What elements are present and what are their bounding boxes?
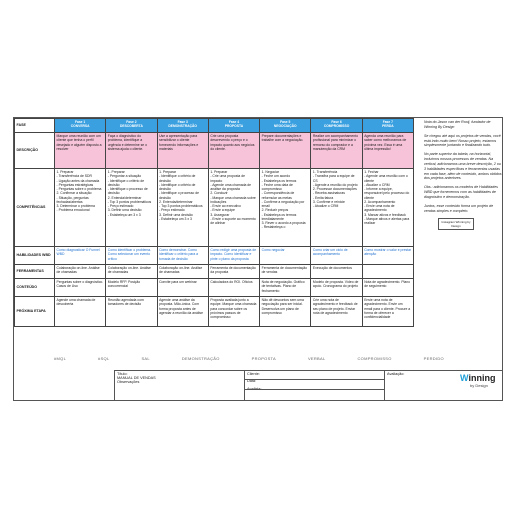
competency-item: - Identifique o critério de decisão: [107, 178, 145, 187]
competencias-cell-3: [157, 169, 208, 247]
competency-item: 1. Preparar: [107, 170, 125, 174]
competency-item: - Atualize o CRM: [312, 204, 339, 208]
habilidades-cell-5: Como negociar: [260, 247, 311, 265]
proxima-etapa-cell-6: Crie uma nota de agradecimento e feedback de seu plano de projeto. Enviar nota de agradecimento: [311, 297, 362, 327]
competency-item: - Transfira para a equipe de CS: [312, 174, 355, 183]
competency-item: 2. Confirmar a situação: [56, 191, 92, 196]
proxima-etapa-cell-7: Envie uma nota de agradecimento. Envie um email para o cliente. Procure a forma de oferecer a confidencialidade: [362, 297, 413, 327]
row-header-descricao: DESCRIÇÃO: [15, 133, 55, 169]
competency-item: 3. Confirme e reinicie: [312, 199, 345, 204]
competency-item: 2. Reduzir preços: [261, 208, 289, 213]
row-header-proxima-etapa: PRÓXIMA ETAPA: [15, 297, 55, 327]
winning-by-design-logo: [460, 373, 498, 397]
competencias-cell-5: [260, 169, 311, 247]
logo-sub: by Design: [470, 383, 488, 388]
habilidades-cell-6: Como criar um ciclo de acompanhamento: [311, 247, 362, 265]
competency-item: - Feche uma data de compromisso: [261, 182, 293, 191]
footer-form: [114, 370, 502, 400]
competency-item: - Estabeleça um 3 x 3: [159, 216, 192, 221]
row-habilidades: [15, 247, 414, 265]
competency-item: 2. Acompanhamento: [364, 199, 396, 204]
conteudo-cell-7: Nota de agradecimento. Plano de seguimento: [362, 279, 413, 297]
competency-item: - Agende a reunião do projeto: [312, 182, 358, 187]
competency-item: - Informe a equipe, responsável pelo processo do cliente: [364, 187, 410, 200]
competency-item: - Correspondência de reformular as metas: [261, 191, 295, 200]
competency-item: 2. Processar documentações: [312, 187, 357, 191]
competency-item: 1. Preparar: [159, 170, 177, 174]
competency-item: - Identifique o critério de decisão: [159, 174, 196, 183]
row-header-conteudo: CONTEÚDO: [15, 279, 55, 297]
side-notes: [424, 120, 502, 230]
competency-item: - Emita fatura: [312, 195, 334, 200]
stage-bar-item: #SQL: [98, 356, 110, 361]
competency-item: - Estabeleça um 3 x 3: [107, 212, 141, 217]
habilidades-cell-7: Como mostrar o valor e prestar atenção: [362, 247, 413, 265]
competency-item: - Ligação antes da chamada: [56, 178, 100, 183]
ferramentas-cell-1: Colaboração on-line. Análise de chamadas: [55, 265, 106, 279]
competency-item: - Top 3 pontos problemáticos: [159, 204, 203, 208]
competency-item: - Top 3 pontos problemáticos: [107, 199, 152, 204]
stage-header-6: [311, 119, 362, 133]
competency-item: - Preço estimado: [107, 204, 134, 208]
stage-name: NEGOCIAÇÃO: [273, 124, 297, 129]
competency-item: 3. Rever o acordo a proposta: [261, 221, 306, 225]
competency-item: - Feche um acordo: [261, 174, 291, 179]
proxima-etapa-cell-3: Agende uma análise da proposta. Mão-única. Com forma proposta antes de agendar a reunião da análise: [157, 297, 208, 327]
descricao-cell-1: Marque uma reunião com um cliente que tenha o perfil desejado e alguém disposto a resolver: [55, 133, 106, 169]
descricao-cell-6: Realize um acompanhamento profissional para minimizar o remorso do comprador e a manutenção da CRM: [311, 133, 362, 169]
eval-label: Avaliação:: [387, 372, 405, 376]
row-proxima-etapa: [15, 297, 414, 327]
stage-name: DESCOBERTA: [120, 124, 143, 129]
obs-label: Observações: [117, 380, 140, 384]
logo-word: inning: [468, 373, 496, 383]
conteudo-cell-1: Perguntas sobre o diagnóstico. Casos de Uso: [55, 279, 106, 297]
side-note-3: Obs.: adicionamos os modelos de Habilidades WBD que fornecemos com as habilidades de diagnóstico e demonstração.: [424, 185, 498, 199]
stage-header-2: [106, 119, 157, 133]
side-stamp: Instagram Winning by Design: [438, 218, 474, 230]
ferramentas-cell-4: Ferramenta de documentação da proposta: [208, 265, 259, 279]
stage-bar-item: SAL: [141, 356, 150, 361]
competency-item: - Envie uma nota de agradecimento: [364, 204, 395, 213]
stage-num: Fase 4: [228, 120, 240, 124]
competency-item: - Perguntar a situação: [107, 174, 142, 179]
stage-name: DEMONSTRAÇÃO: [168, 124, 197, 129]
row-competencias: [15, 169, 414, 247]
descricao-cell-2: Faça o diagnóstico do problema, identifique a urgência e determine se o sistema ajuda o cliente.: [106, 133, 157, 169]
stage-num: Fase 5: [280, 120, 291, 124]
competency-item: - Envie a equipe: [210, 208, 235, 213]
stage-num: Fase 1: [75, 120, 86, 124]
competency-item: 3. Assegurar: [210, 212, 230, 217]
habilidades-cell-4: Como redigir uma proposta de impacto. Como identificar e pinte o plano da proposta: [208, 247, 259, 265]
stage-bar: [54, 356, 444, 364]
analyst-label: Analista:: [247, 387, 262, 391]
competency-item: - Envie o suporte ao momento de alinhar: [210, 216, 256, 225]
client-label: Cliente:: [247, 372, 260, 376]
competency-item: 3. Determinar o problema: [56, 204, 95, 208]
competency-item: 2. Conduzir: [210, 191, 228, 196]
conteudo-cell-4: Calculadora do ROI. Ofícios: [208, 279, 259, 297]
stage-header-5: [260, 119, 311, 133]
footer-eval-box: [384, 371, 434, 401]
title-label: Título:: [117, 372, 128, 376]
competency-item: 1. Transferência: [312, 170, 338, 174]
blueprint-table: [14, 118, 414, 327]
competency-item: - Restabeleça o: [261, 225, 286, 230]
ferramentas-cell-2: Colaboração on-line. Análise de chamadas: [106, 265, 157, 279]
competency-item: - Situação, perguntas fechadas/abertas: [56, 195, 89, 204]
proxima-etapa-cell-2: Reunião agendada com tomadores de decisão: [106, 297, 157, 327]
competency-item: 1. Fechar: [364, 170, 379, 174]
competency-item: 1. Preparar: [56, 170, 74, 174]
row-header-habilidades: HABILIDADES WBD: [15, 247, 55, 265]
stage-name: CONVERSA: [70, 124, 90, 129]
descricao-cell-3: Use a apresentação para sensibilizar o cliente fornecendo informações e materiais: [157, 133, 208, 169]
competency-item: - Agende uma reunião com o cliente: [364, 174, 408, 183]
stage-num: Fase 7: [382, 120, 393, 124]
conteudo-cell-3: Convite para um webinar: [157, 279, 208, 297]
competency-item: - Problema emocional: [56, 208, 90, 213]
row-header-ferramentas: FERRAMENTAS: [15, 265, 55, 279]
stage-bar-item: PROPOSTA: [251, 356, 276, 361]
row-ferramentas: [15, 265, 414, 279]
conteudo-cell-2: Modelo RFP. Posição concorrencial: [106, 279, 157, 297]
competency-item: - Agende uma chamada de análise da proposta: [210, 182, 252, 191]
stage-header-1: [55, 119, 106, 133]
competency-item: - Marque ativos e alertas para realizar: [364, 216, 410, 225]
competency-item: - Perguntas estratégicas: [56, 182, 94, 187]
stage-name: PROPOSTA: [224, 124, 244, 129]
row-conteudo: [15, 279, 414, 297]
competency-item: - Confirme a negociação por email: [261, 199, 305, 208]
competencias-cell-6: [311, 169, 362, 247]
row-header-competencias: COMPETÊNCIAS: [15, 169, 55, 247]
competency-item: 3. Definir uma decisão: [107, 208, 142, 213]
sales-blueprint-sheet: [13, 117, 503, 401]
row-fase: [15, 119, 414, 133]
habilidades-cell-1: Como diagnosticar O Funnel WBD: [55, 247, 106, 265]
competency-item: - Identifique o processo de decisão: [159, 191, 200, 200]
side-note-author: Nota do Jason van der Rooij, fundador de Winning By Design: [424, 120, 491, 129]
stage-bar-item: #MQL: [54, 356, 67, 361]
proxima-etapa-cell-4: Proposta avaliada junto a equipe. Marque uma chamada para concordar sobre os próximos passos de compromisso: [208, 297, 259, 327]
title-value: MANUAL DE VENDAS: [117, 376, 156, 380]
ferramentas-cell-5: Ferramenta de documentação de vendas: [260, 265, 311, 279]
competency-item: 1. Preparar: [210, 170, 228, 174]
ferramentas-cell-3: Colaboração on-line. Análise de chamadas: [157, 265, 208, 279]
descricao-cell-7: Agenda uma reunião para saber como melhoramos de próxima vez. Essa é uma última impressão!: [362, 133, 413, 169]
competency-item: - Transferência de SDR: [56, 174, 92, 179]
competencias-cell-7: [362, 169, 413, 247]
competency-item: 3. Definir uma decisão: [159, 212, 193, 217]
competency-item: 2. Entenda/determinar: [159, 199, 193, 204]
competency-item: - Envie ao executivo: [210, 204, 241, 208]
habilidades-cell-2: Como identificar o problema. Como selecionar um evento crítico: [106, 247, 157, 265]
competency-item: - Crie uma proposta de impacto: [210, 174, 246, 183]
descricao-cell-5: Prepare documentações e trabalhe com a negociação.: [260, 133, 311, 169]
row-header-fase: FASE: [15, 119, 55, 133]
stage-header-7: [362, 119, 413, 133]
proxima-etapa-cell-5: Não dê descontos sem uma negociação para ser inicial. Desenvolva um plano de compromisso: [260, 297, 311, 327]
ferramentas-cell-6: Execução de documentos: [311, 265, 362, 279]
competency-item: 2. Entenda/determinar: [107, 195, 142, 200]
descricao-cell-4: Crie uma proposta descrevendo o preço e o impacto quanto aos negócios do cliente.: [208, 133, 259, 169]
competency-item: - Perguntas sobre o problema: [56, 187, 102, 191]
competency-item: 1. Negociar: [261, 170, 279, 174]
competency-item: - Marque uma chamada sobre indicações: [210, 195, 256, 204]
competency-item: - Estabeleça os termos: [261, 178, 297, 183]
stage-bar-item: DEMONSTRAÇÃO: [181, 356, 220, 361]
competencias-cell-2: [106, 169, 157, 247]
footer-title-box: [114, 371, 244, 401]
competency-item: 3. Marcar ativos e feedback: [364, 212, 406, 217]
stage-num: Fase 3: [177, 120, 188, 124]
competency-item: - Identifique o critério de decisão: [159, 182, 196, 191]
conteudo-cell-6: Modelo de proposta. Vídeo de apoio. Cronograma do projeto: [311, 279, 362, 297]
stage-name: PERDA: [382, 124, 394, 129]
side-note-2: No parte superior da tabela, na horizontal, incluímos nossos processos de vendas. Na vertical, adicionamos uma breve descrição, 2 ou 3 habilidades específicas e ferramentas usadas em cada fase, além de conteúdo, ambos obtidos dos projetos anteriores.: [424, 152, 502, 181]
competency-item: - Identifique o processo de decisão: [107, 187, 148, 196]
competencias-cell-1: [55, 169, 106, 247]
competency-item: - Atualize o CRM: [364, 182, 390, 187]
row-descricao: [15, 133, 414, 169]
stage-name: COMPROMISSO: [323, 124, 350, 129]
side-note-1: Se chegou até aqui os projetos de vendas, você está indo muito bem! Nosso projeto, estamos simplesmente juntando e finalizando tudo.: [424, 133, 501, 148]
logo-letter: W: [460, 373, 469, 383]
stage-header-3: [157, 119, 208, 133]
competency-item: - Receba assinaturas: [312, 191, 345, 196]
footer-client-box: [244, 371, 384, 401]
stage-bar-item: PERDIDO: [423, 356, 444, 361]
conteudo-cell-5: Nota de negociação. Gráfico de tentativas. Plano de fechamento: [260, 279, 311, 297]
stage-num: Fase 2: [126, 120, 137, 124]
side-note-4: Juntos, esse conteúdo forma um projeto de vendas simples e completo.: [424, 203, 494, 213]
date-label: Data:: [247, 379, 257, 383]
stage-header-4: [208, 119, 259, 133]
proxima-etapa-cell-1: Agende uma chamada de descoberta: [55, 297, 106, 327]
competency-item: - Preço estimado: [159, 208, 185, 213]
stage-bar-item: VERBAL: [307, 356, 326, 361]
ferramentas-cell-7: [362, 265, 413, 279]
habilidades-cell-3: Como demonstrar. Como identificar o critério para a tomada de decisão: [157, 247, 208, 265]
competencias-cell-4: [208, 169, 259, 247]
competency-item: - Estabeleça os termos imediatamente: [261, 212, 297, 221]
stage-bar-item: COMPROMISSO: [357, 356, 392, 361]
stage-num: Fase 6: [331, 120, 342, 124]
